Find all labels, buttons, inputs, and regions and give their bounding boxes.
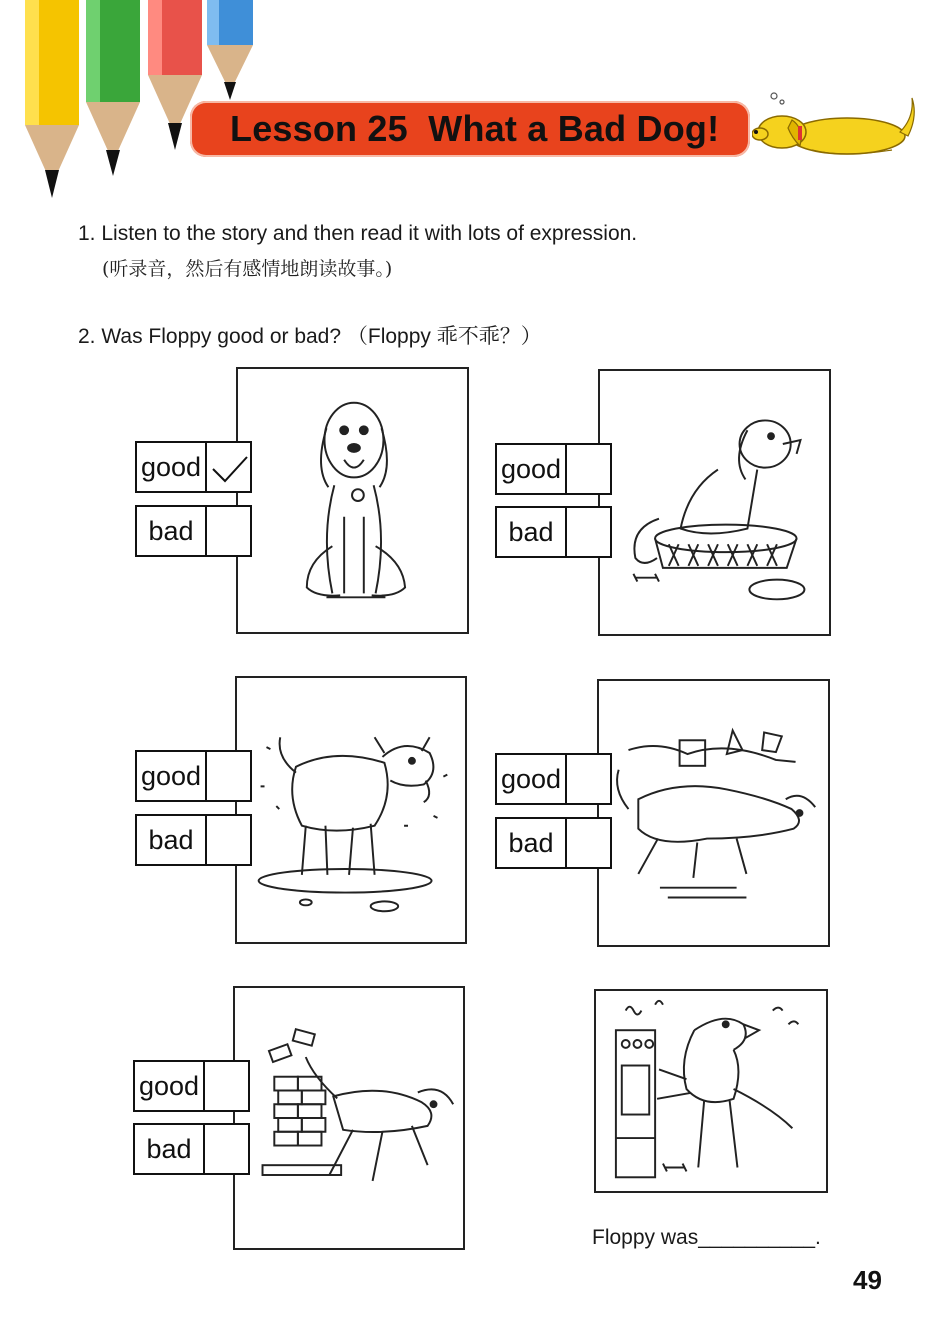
picture-dog-knocking-blocks (233, 986, 465, 1250)
sitting-dog-drawing (238, 369, 467, 632)
good-label: good (140, 452, 202, 482)
bad-label: bad (148, 825, 194, 855)
good-choice-2 (495, 443, 612, 495)
picture-dog-shaking-water (235, 676, 467, 944)
good-choice-4 (495, 753, 612, 805)
good-choice-1 (135, 441, 252, 493)
bad-checkbox-4[interactable] (565, 819, 609, 867)
bad-label: bad (508, 828, 554, 858)
bad-choice-2 (495, 506, 612, 558)
instruction-2: 2. Was Floppy good or bad? （Floppy 乖不乖？） (78, 325, 542, 348)
page-number: 49 (853, 1265, 882, 1295)
good-checkbox-4[interactable] (565, 755, 609, 803)
bad-checkbox-1[interactable] (205, 507, 249, 555)
good-checkbox-2[interactable] (565, 445, 609, 493)
instruction-1: 1. Listen to the story and then read it with lots of expression. (78, 222, 638, 245)
good-checkbox-3[interactable] (205, 752, 249, 800)
picture-sitting-dog (236, 367, 469, 634)
bad-label: bad (148, 516, 194, 546)
dog-in-basket-drawing (600, 371, 829, 634)
good-checkbox-1[interactable] (205, 443, 249, 491)
sleeping-dog-icon (752, 88, 922, 160)
dog-with-clothes-drawing (599, 681, 828, 945)
bad-choice-3 (135, 814, 252, 866)
picture-dog-with-clothes (597, 679, 830, 947)
bad-label: bad (508, 517, 554, 547)
bad-choice-1 (135, 505, 252, 557)
check-mark-icon (207, 443, 251, 491)
picture-dog-in-basket (598, 369, 831, 636)
dog-knocking-blocks-drawing (235, 988, 463, 1248)
bad-checkbox-5[interactable] (203, 1125, 247, 1173)
lesson-title: Lesson 25 What a Bad Dog! (230, 108, 720, 149)
dog-at-stove-drawing (596, 991, 826, 1191)
picture-dog-at-stove (594, 989, 828, 1193)
bad-checkbox-2[interactable] (565, 508, 609, 556)
good-label: good (138, 1071, 200, 1101)
bad-choice-5 (133, 1123, 250, 1175)
bad-choice-4 (495, 817, 612, 869)
dog-shaking-water-drawing (237, 678, 465, 942)
good-choice-3 (135, 750, 252, 802)
bad-label: bad (146, 1134, 192, 1164)
instruction-1-chinese: (听录音，然后有感情地朗读故事。) (102, 258, 393, 280)
good-checkbox-5[interactable] (203, 1062, 247, 1110)
floppy-was-fill-in[interactable]: Floppy was__________. (592, 1226, 821, 1249)
good-choice-5 (133, 1060, 250, 1112)
good-label: good (500, 764, 562, 794)
good-label: good (140, 761, 202, 791)
good-label: good (500, 454, 562, 484)
bad-checkbox-3[interactable] (205, 816, 249, 864)
